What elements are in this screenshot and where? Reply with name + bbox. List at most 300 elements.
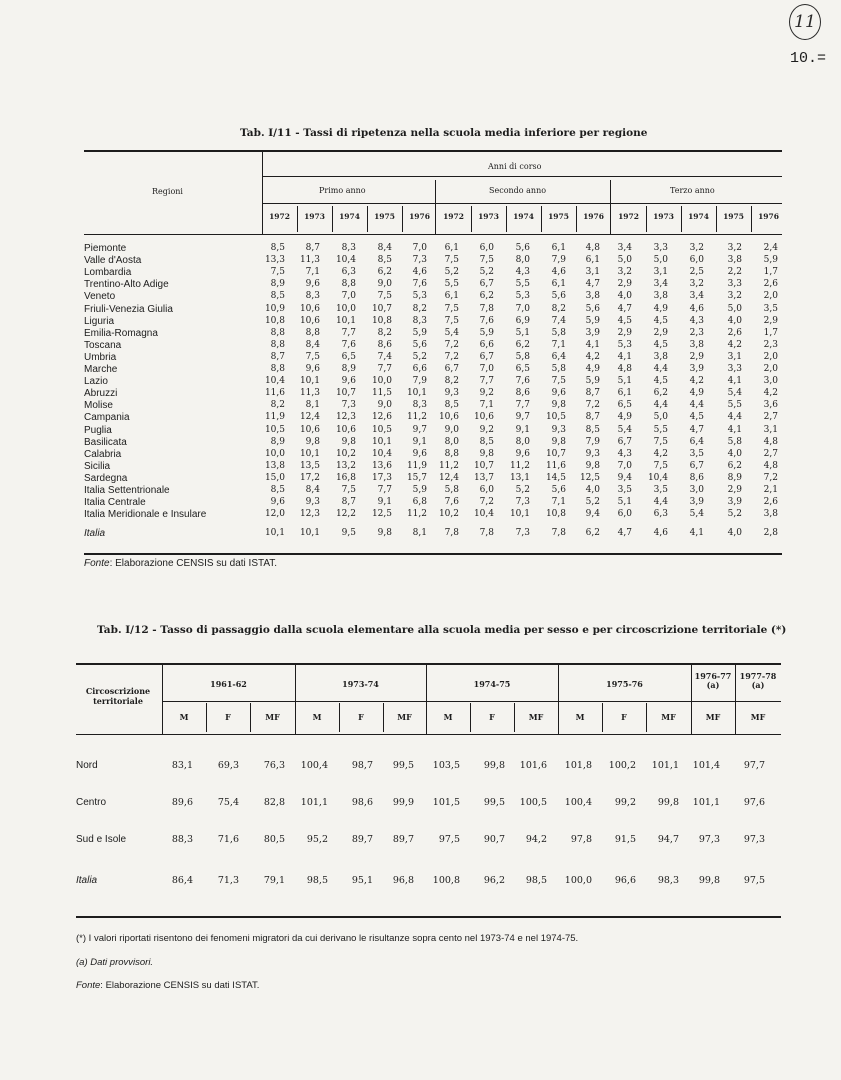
table1-cell: 10,4 [264,376,285,387]
table1-cell: 7,9 [412,376,427,387]
table1-cell: 16,8 [335,472,356,483]
table1-cell: 10,1 [371,436,392,447]
table1-cell: 9,1 [377,497,392,508]
table1-cell: 7,6 [479,315,494,326]
table1-cell: 6,7 [479,279,494,290]
table1-cell: 8,7 [341,497,356,508]
table1-cell: 3,5 [653,485,668,495]
table2-total-cell: 98,3 [657,875,679,886]
table1-cell: 4,1 [727,376,742,387]
table1-total-cell: 8,1 [412,528,427,538]
table1-year-header: 1972 [269,212,290,221]
table2-cell: 89,6 [171,797,193,808]
table2-subcol-header: M [312,712,322,722]
table1-cell: 5,0 [653,255,668,266]
table1-cell: 9,8 [551,400,566,411]
table2-cell: 100,5 [519,797,547,808]
table1-cell: 4,4 [689,400,704,411]
table1-cell: 5,1 [515,327,530,338]
table1-cell: 8,0 [444,436,459,447]
table1-cell: 9,2 [479,424,494,435]
table2-cell: 97,3 [698,834,720,845]
table1-cell: 6,1 [444,243,459,253]
table1-region-name: Toscana [84,339,122,351]
table1-region-name: Italia Meridionale e Insulare [84,509,207,521]
table1-cell: 8,8 [444,448,459,459]
table1-cell: 7,1 [305,267,320,278]
table2-cell: 94,7 [657,834,679,845]
table1-cell: 7,0 [341,291,356,302]
table1-cell: 7,7 [377,364,392,374]
table1-cell: 6,2 [479,291,494,302]
table1-cell: 6,4 [689,436,704,447]
table2-title: Tab. I/12 - Tasso di passaggio dalla scuola elementare alla scuola media per sesso e per circoscrizione territoriale (*) [97,624,787,636]
table1-cell: 10,6 [473,412,494,423]
table1-cell: 2,9 [689,351,704,362]
table1-cell: 2,7 [763,448,778,459]
table1-cell: 9,8 [585,460,600,471]
table1-region-name: Emilia-Romagna [84,327,158,339]
table2-cell: 101,1 [692,797,720,808]
table1-cell: 2,9 [617,327,632,338]
table1-region-name: Lazio [84,376,108,388]
table1-cell: 8,0 [515,255,530,266]
table1-subgroup-primo: Primo anno [319,186,366,195]
table2-cell: 97,6 [743,797,765,808]
table1-cell: 7,5 [270,267,285,278]
table1-cell: 15,7 [406,472,427,483]
table1-cell: 9,8 [305,436,320,447]
table1-cell: 5,6 [585,303,600,314]
table1-cell: 10,4 [647,472,668,483]
table1-year-header: 1973 [304,212,325,221]
table1-cell: 9,3 [551,424,566,435]
table2-total-cell: 79,1 [263,875,285,886]
table1-cell: 5,8 [444,485,459,495]
table1-subgroup-secondo: Secondo anno [489,186,547,195]
table1-cell: 3,4 [653,279,668,290]
table1-cell: 7,0 [617,460,632,471]
table2-cell: 101,4 [692,760,720,771]
table1-cell: 4,5 [653,376,668,387]
table1-cell: 7,7 [515,400,530,411]
table2-subcol-header: MF [528,712,544,722]
table2-cell: 101,5 [432,797,460,808]
table1-cell: 3,2 [617,267,632,278]
table1-cell: 7,5 [305,351,320,362]
table1-cell: 3,9 [689,497,704,508]
table1-cell: 10,8 [371,315,392,326]
table1-cell: 9,8 [341,436,356,447]
table1-cell: 8,7 [585,388,600,399]
table1-cell: 10,0 [371,376,392,387]
table1-source: Fonte: Elaborazione CENSIS su dati ISTAT. [84,558,278,569]
table1-cell: 4,5 [653,315,668,326]
table1-cell: 3,9 [727,497,742,508]
table2-period-header: 1973-74 [342,679,379,689]
table1-cell: 10,5 [371,424,392,435]
table1-cell: 9,6 [341,376,356,387]
table1-total-cell: 4,1 [689,528,704,538]
table2-cell: 99,5 [483,797,505,808]
table1-cell: 4,3 [689,315,704,326]
table1-cell: 4,0 [727,448,742,459]
table1-region-name: Puglia [84,424,112,436]
table1-cell: 9,6 [551,388,566,399]
table1-year-header: 1975 [548,212,569,221]
table1-cell: 11,9 [406,460,427,471]
table1-cell: 7,2 [444,339,459,350]
table1-cell: 10,8 [545,509,566,520]
table1-cell: 8,5 [270,291,285,302]
table1-cell: 2,9 [617,279,632,290]
table2-cell: 100,4 [300,760,328,771]
table1-cell: 5,2 [727,509,742,520]
table1-cell: 4,9 [689,388,704,399]
table1-cell: 4,4 [727,412,742,423]
table1-cell: 5,3 [412,291,427,302]
table1-cell: 8,9 [341,364,356,374]
table2-subcol-header: M [575,712,585,722]
table1-cell: 4,5 [689,412,704,423]
table1-cell: 6,5 [617,400,632,411]
table1-cell: 4,5 [617,315,632,326]
table2-cell: 97,3 [743,834,765,845]
table1-cell: 7,1 [551,339,566,350]
table1-cell: 5,9 [479,327,494,338]
table1-region-name: Italia Settentrionale [84,485,170,496]
table1-cell: 4,8 [763,436,778,447]
table1-cell: 8,5 [585,424,600,435]
table1-total-cell: 9,5 [341,528,356,538]
table1-cell: 2,6 [727,327,742,338]
table2-cell: 90,7 [483,834,505,845]
table2-total-cell: 100,0 [564,875,592,886]
table1-cell: 8,8 [270,327,285,338]
table1-cell: 8,3 [341,243,356,253]
table1-cell: 10,1 [509,509,530,520]
table1-cell: 3,6 [763,400,778,411]
table1-cell: 3,8 [585,291,600,302]
table1-cell: 8,1 [305,400,320,411]
table1-year-header: 1973 [478,212,499,221]
table1-cell: 10,0 [335,303,356,314]
table2-subcol-header: M [443,712,453,722]
table2-subcol-header: M [179,712,189,722]
table1-cell: 6,6 [479,339,494,350]
table1-region-name: Marche [84,364,118,375]
table1-cell: 4,4 [653,364,668,374]
table2-subcol-header: F [225,712,231,722]
table2-cell: 99,8 [483,760,505,771]
table1-cell: 9,0 [444,424,459,435]
table1-cell: 5,9 [412,327,427,338]
table1-cell: 5,4 [689,509,704,520]
table1-cell: 5,9 [585,376,600,387]
table1-cell: 10,1 [335,315,356,326]
table1-cell: 1,7 [763,327,778,338]
table2-cell: 103,5 [432,760,460,771]
table1-cell: 6,4 [551,351,566,362]
table1-cell: 8,7 [305,243,320,253]
table1-year-header: 1975 [723,212,744,221]
table1-cell: 11,3 [299,255,320,266]
table2-area-name: Nord [76,760,98,771]
table1-region-name: Friuli-Venezia Giulia [84,303,173,315]
table2-cell: 89,7 [392,834,414,845]
table1-cell: 8,5 [270,485,285,495]
table1-cell: 4,4 [653,497,668,508]
table1-cell: 4,3 [617,448,632,459]
table2-area-name: Centro [76,797,107,808]
table1-cell: 4,2 [653,448,668,459]
table1-cell: 4,8 [585,243,600,253]
table1-cell: 13,1 [509,472,530,483]
table1-cell: 10,1 [299,448,320,459]
table1-cell: 5,4 [444,327,459,338]
table1-cell: 4,0 [617,291,632,302]
table1-cell: 7,5 [653,436,668,447]
table1-title: Tab. I/11 - Tassi di ripetenza nella scuola media inferiore per regione [240,127,648,139]
table1-cell: 9,7 [515,412,530,423]
table1-cell: 3,4 [689,291,704,302]
table2-cell: 91,5 [614,834,636,845]
table1-cell: 4,6 [689,303,704,314]
table1-cell: 3,8 [653,291,668,302]
table1-subgroup-terzo: Terzo anno [670,186,715,195]
table1-cell: 5,1 [617,376,632,387]
table1-cell: 12,5 [579,472,600,483]
table1-cell: 7,7 [377,485,392,495]
table1-cell: 13,3 [264,255,285,266]
table1-cell: 8,8 [270,339,285,350]
table1-cell: 4,4 [653,400,668,411]
table1-cell: 2,2 [727,267,742,278]
table2-cell: 100,2 [608,760,636,771]
table1-region-name: Molise [84,400,113,412]
table2-cell: 71,6 [217,834,239,845]
table1-cell: 13,7 [473,472,494,483]
table1-cell: 10,6 [299,303,320,314]
table1-cell: 12,5 [371,509,392,520]
table1-year-header: 1976 [409,212,430,221]
table1-cell: 4,2 [763,388,778,399]
table1-total-cell: 2,8 [763,528,778,538]
table2-period-header: 1961-62 [210,679,247,689]
table1-cell: 3,2 [689,279,704,290]
table1-cell: 4,1 [585,339,600,350]
table1-cell: 6,6 [412,364,427,374]
table1-cell: 9,4 [585,509,600,520]
table1-cell: 11,5 [371,388,392,399]
table1-cell: 11,2 [438,460,459,471]
table2-total-cell: 98,5 [525,875,547,886]
table1-cell: 4,8 [763,460,778,471]
table1-cell: 2,3 [763,339,778,350]
table2-area-name: Sud e Isole [76,834,127,845]
table1-cell: 8,2 [270,400,285,411]
table1-cell: 6,7 [617,436,632,447]
table1-region-name: Valle d'Aosta [84,255,142,267]
table1-cell: 8,6 [377,339,392,350]
table1-cell: 10,5 [264,424,285,435]
table2-cell: 97,7 [743,760,765,771]
table1-year-header: 1972 [443,212,464,221]
table1-cell: 5,0 [653,412,668,423]
table1-cell: 17,2 [299,472,320,483]
table1-cell: 8,2 [551,303,566,314]
table1-cell: 2,7 [763,412,778,423]
table1-cell: 3,1 [585,267,600,278]
table1-cell: 5,2 [479,267,494,278]
table1-cell: 6,1 [551,243,566,253]
table1-cell: 2,0 [763,351,778,362]
table1-cell: 8,0 [515,436,530,447]
table1-cell: 6,0 [479,243,494,253]
table1-region-name: Sardegna [84,472,128,484]
table1-cell: 8,3 [305,291,320,302]
table1-cell: 11,3 [299,388,320,399]
table1-total-cell: 10,1 [299,528,320,538]
table1-cell: 10,2 [335,448,356,459]
table1-region-name: Trentino-Alto Adige [84,279,169,291]
table1-cell: 8,3 [412,400,427,411]
table1-cell: 10,5 [545,412,566,423]
table1-cell: 7,5 [444,303,459,314]
table1-cell: 4,2 [727,339,742,350]
table2-subcol-header: F [358,712,364,722]
table1-cell: 5,5 [515,279,530,290]
table1-cell: 3,0 [689,485,704,495]
table2-cell: 98,7 [351,760,373,771]
table1-cell: 3,8 [689,339,704,350]
table1-region-name: Piemonte [84,243,127,254]
table2-note-a: (a) Dati provvisori. [76,957,154,968]
table1-cell: 5,9 [763,255,778,266]
table1-cell: 7,6 [515,376,530,387]
table2-total-label: Italia [76,875,98,886]
table1-cell: 6,1 [551,279,566,290]
table2-note-asterisk: (*) I valori riportati risentono dei fenomeni migratori da cui derivano le risultanze sopra cento nel 1973-74 e nel 1974-75. [76,933,579,944]
table1-cell: 5,0 [727,303,742,314]
table1-cell: 2,9 [653,327,668,338]
table2-cell: 101,6 [519,760,547,771]
table1-cell: 12,4 [438,472,459,483]
table2-row-header: Circoscrizione territoriale [85,686,151,706]
table2-subcol-header: MF [661,712,676,722]
table1-cell: 2,3 [689,327,704,338]
table1-cell: 10,6 [335,424,356,435]
table1-region-name: Basilicata [84,436,127,448]
table2-subcol-header: F [621,712,627,722]
table1-cell: 8,9 [727,472,742,483]
table2-cell: 76,3 [263,760,285,771]
table2-cell: 83,1 [171,760,193,771]
table1-region-name: Umbria [84,351,117,363]
table1-cell: 9,2 [479,388,494,399]
table1-cell: 9,7 [412,424,427,435]
table1-cell: 5,6 [412,339,427,350]
table1-cell: 7,3 [515,497,530,508]
table1-cell: 3,2 [689,243,704,253]
table1-cell: 6,3 [341,267,356,278]
table1-cell: 11,2 [406,509,427,520]
table1-cell: 5,2 [515,485,530,495]
table1-cell: 7,0 [515,303,530,314]
table1-cell: 7,9 [585,436,600,447]
table1-cell: 6,0 [479,485,494,495]
table1-cell: 10,6 [438,412,459,423]
table1-cell: 8,5 [479,436,494,447]
table1-cell: 7,7 [341,327,356,338]
table1-cell: 7,3 [341,400,356,411]
table1-cell: 10,0 [264,448,285,459]
table2-subcol-header: MF [265,712,280,722]
table1-cell: 8,2 [377,327,392,338]
table1-cell: 4,7 [585,279,600,290]
table1-cell: 6,5 [341,351,356,362]
table1-cell: 3,3 [727,364,742,374]
table1-cell: 9,6 [412,448,427,459]
table1-cell: 8,5 [270,243,285,253]
page-number-circled: 11 [789,4,821,40]
table1-cell: 4,9 [585,364,600,374]
table1-cell: 6,8 [412,497,427,508]
table1-cell: 6,3 [653,509,668,520]
table1-cell: 3,4 [617,243,632,253]
table1-cell: 3,2 [727,291,742,302]
table2-cell: 88,3 [171,834,193,845]
table1-cell: 7,5 [444,315,459,326]
table1-cell: 7,7 [479,376,494,387]
table1-cell: 12,2 [335,509,356,520]
table1-total-cell: 4,7 [617,528,632,538]
table2-total-cell: 86,4 [171,875,193,886]
table1-cell: 9,8 [551,436,566,447]
table1-cell: 9,6 [515,448,530,459]
table1-cell: 5,8 [551,327,566,338]
table1-cell: 10,7 [545,448,566,459]
table1-cell: 5,3 [617,339,632,350]
table1-year-header: 1976 [583,212,604,221]
table1-region-name: Liguria [84,315,115,327]
table2-cell: 97,8 [570,834,592,845]
table1-cell: 5,6 [551,485,566,495]
table1-cell: 5,2 [444,267,459,278]
table1-cell: 3,9 [585,327,600,338]
table1-cell: 4,9 [653,303,668,314]
table1-cell: 4,6 [412,267,427,278]
table1-cell: 7,4 [551,315,566,326]
table1-cell: 4,8 [617,364,632,374]
table1-cell: 7,1 [479,400,494,411]
table2-period-header: 1976-77 (a) [694,671,732,690]
table2-cell: 101,1 [651,760,679,771]
table1-region-name: Veneto [84,291,116,303]
table1-total-cell: 4,0 [727,528,742,538]
table1-cell: 9,4 [617,472,632,483]
table1-cell: 10,8 [264,315,285,326]
table1-cell: 7,1 [551,497,566,508]
table1-cell: 7,6 [412,279,427,290]
table1-cell: 2,0 [763,364,778,374]
table1-cell: 6,9 [515,315,530,326]
table1-cell: 3,8 [727,255,742,266]
table1-cell: 7,4 [377,351,392,362]
table1-cell: 3,9 [689,364,704,374]
table1-cell: 3,1 [653,267,668,278]
table1-cell: 4,7 [689,424,704,435]
